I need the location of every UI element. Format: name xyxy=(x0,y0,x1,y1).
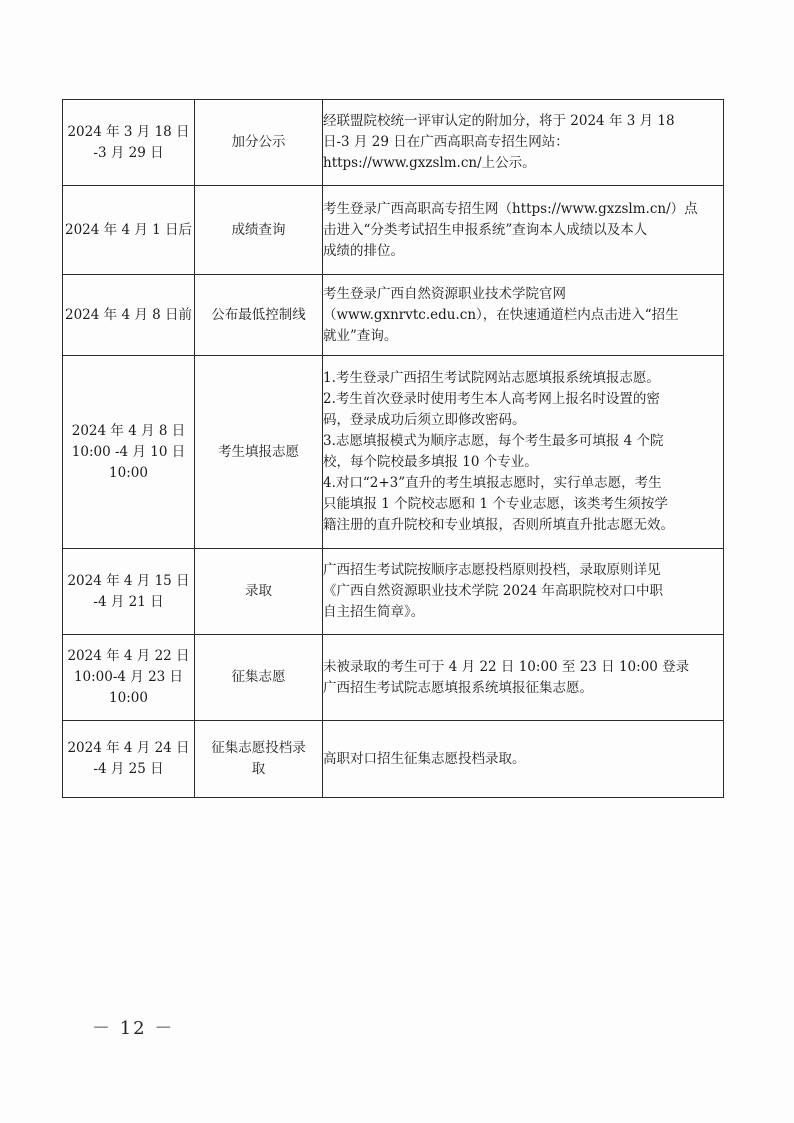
description-cell xyxy=(323,356,724,549)
date-cell xyxy=(63,635,195,721)
item-cell xyxy=(195,549,323,635)
date-text: 2024 年 4 月 1 日后 xyxy=(65,221,192,238)
description-text: 高职对口招生征集志愿投档录取。 xyxy=(323,750,526,767)
description-text: 广西招生考试院志愿填报系统填报征集志愿。 xyxy=(323,679,593,696)
description-text: 日-3 月 29 日在广西高职高专招生网站： xyxy=(323,134,569,150)
date-cell xyxy=(63,721,195,798)
item-text: 取 xyxy=(251,761,266,777)
description-text: 1.考生登录广西招生考试院网站志愿填报系统填报志愿。 xyxy=(323,370,660,386)
table-row xyxy=(63,635,724,721)
table-row xyxy=(63,356,724,549)
item-cell xyxy=(195,186,323,275)
date-text: 2024 年 3 月 18 日 xyxy=(67,123,190,140)
description-cell xyxy=(323,549,724,635)
date-text: -4 月 25 日 xyxy=(93,761,164,777)
enrollment-schedule-table xyxy=(62,99,724,798)
description-text: （www.gxnrvtc.edu.cn），在快速通道栏内点击进入“招生 xyxy=(323,306,679,323)
description-cell xyxy=(323,721,724,798)
date-text: 2024 年 4 月 15 日 xyxy=(67,572,190,589)
item-text: 成绩查询 xyxy=(231,221,286,238)
table-row xyxy=(63,275,724,356)
item-cell xyxy=(195,100,323,186)
description-text: 自主招生简章》。 xyxy=(323,604,425,620)
description-cell xyxy=(323,275,724,356)
table-row xyxy=(63,549,724,635)
item-cell xyxy=(195,635,323,721)
date-text: 10:00-4 月 23 日 xyxy=(73,669,184,685)
description-text: 经联盟院校统一评审认定的附加分，将于 2024 年 3 月 18 xyxy=(323,113,675,129)
date-text: 10:00 -4 月 10 日 xyxy=(71,443,186,460)
description-text: 3.志愿填报模式为顺序志愿，每个考生最多可填报 4 个院 xyxy=(323,433,664,449)
description-cell xyxy=(323,186,724,275)
date-text: 10:00 xyxy=(109,690,148,706)
item-cell xyxy=(195,721,323,798)
date-text: -3 月 29 日 xyxy=(93,144,164,161)
description-text: https://www.gxzslm.cn/上公示。 xyxy=(323,155,536,171)
item-cell xyxy=(195,275,323,356)
description-text: 校，每个院校最多填报 10 个专业。 xyxy=(323,454,538,470)
date-text: -4 月 21 日 xyxy=(93,593,164,610)
table-row xyxy=(63,721,724,798)
description-text: 击进入“分类考试招生申报系统”查询本人成绩以及本人 xyxy=(323,221,648,238)
date-text: 2024 年 4 月 22 日 xyxy=(67,648,190,664)
item-text: 加分公示 xyxy=(231,134,286,150)
description-text: 考生登录广西自然资源职业技术学院官网 xyxy=(323,285,566,302)
item-cell xyxy=(195,356,323,549)
item-text: 录取 xyxy=(245,583,272,599)
description-text: 2.考生首次登录时使用考生本人高考网上报名时设置的密 xyxy=(323,391,660,407)
item-text: 征集志愿 xyxy=(231,669,286,685)
description-cell xyxy=(323,100,724,186)
item-text: 公布最低控制线 xyxy=(211,306,306,323)
date-cell xyxy=(63,549,195,635)
description-text: 只能填报 1 个院校志愿和 1 个专业志愿，该类考生须按学 xyxy=(323,496,668,512)
description-text: 码，登录成功后须立即修改密码。 xyxy=(323,412,526,428)
description-text: 籍注册的直升院校和专业填报，否则所填直升批志愿无效。 xyxy=(323,517,674,533)
description-text: 4.对口“2+3”直升的考生填报志愿时，实行单志愿，考生 xyxy=(323,475,662,491)
date-text: 2024 年 4 月 8 日 xyxy=(71,422,186,439)
date-cell xyxy=(63,356,195,549)
description-text: 考生登录广西高职高专招生网（https://www.gxzslm.cn/）点 xyxy=(323,200,698,217)
date-text: 2024 年 4 月 24 日 xyxy=(67,740,190,756)
table-row xyxy=(63,100,724,186)
description-text: 《广西自然资源职业技术学院 2024 年高职院校对口中职 xyxy=(323,583,663,599)
description-text: 广西招生考试院按顺序志愿投档原则投档，录取原则详见 xyxy=(323,562,661,578)
item-text: 征集志愿投档录 xyxy=(211,740,306,756)
description-text: 成绩的排位。 xyxy=(323,242,404,259)
date-cell xyxy=(63,100,195,186)
date-text: 2024 年 4 月 8 日前 xyxy=(65,306,192,323)
table-row xyxy=(63,186,724,275)
date-cell xyxy=(63,186,195,275)
description-text: 未被录取的考生可于 4 月 22 日 10:00 至 23 日 10:00 登录 xyxy=(323,658,690,675)
date-cell xyxy=(63,275,195,356)
date-text: 10:00 xyxy=(109,464,148,481)
page-number: － 12 － xyxy=(92,1018,175,1039)
description-text: 就业”查询。 xyxy=(323,327,398,344)
item-text: 考生填报志愿 xyxy=(218,443,299,460)
description-cell xyxy=(323,635,724,721)
